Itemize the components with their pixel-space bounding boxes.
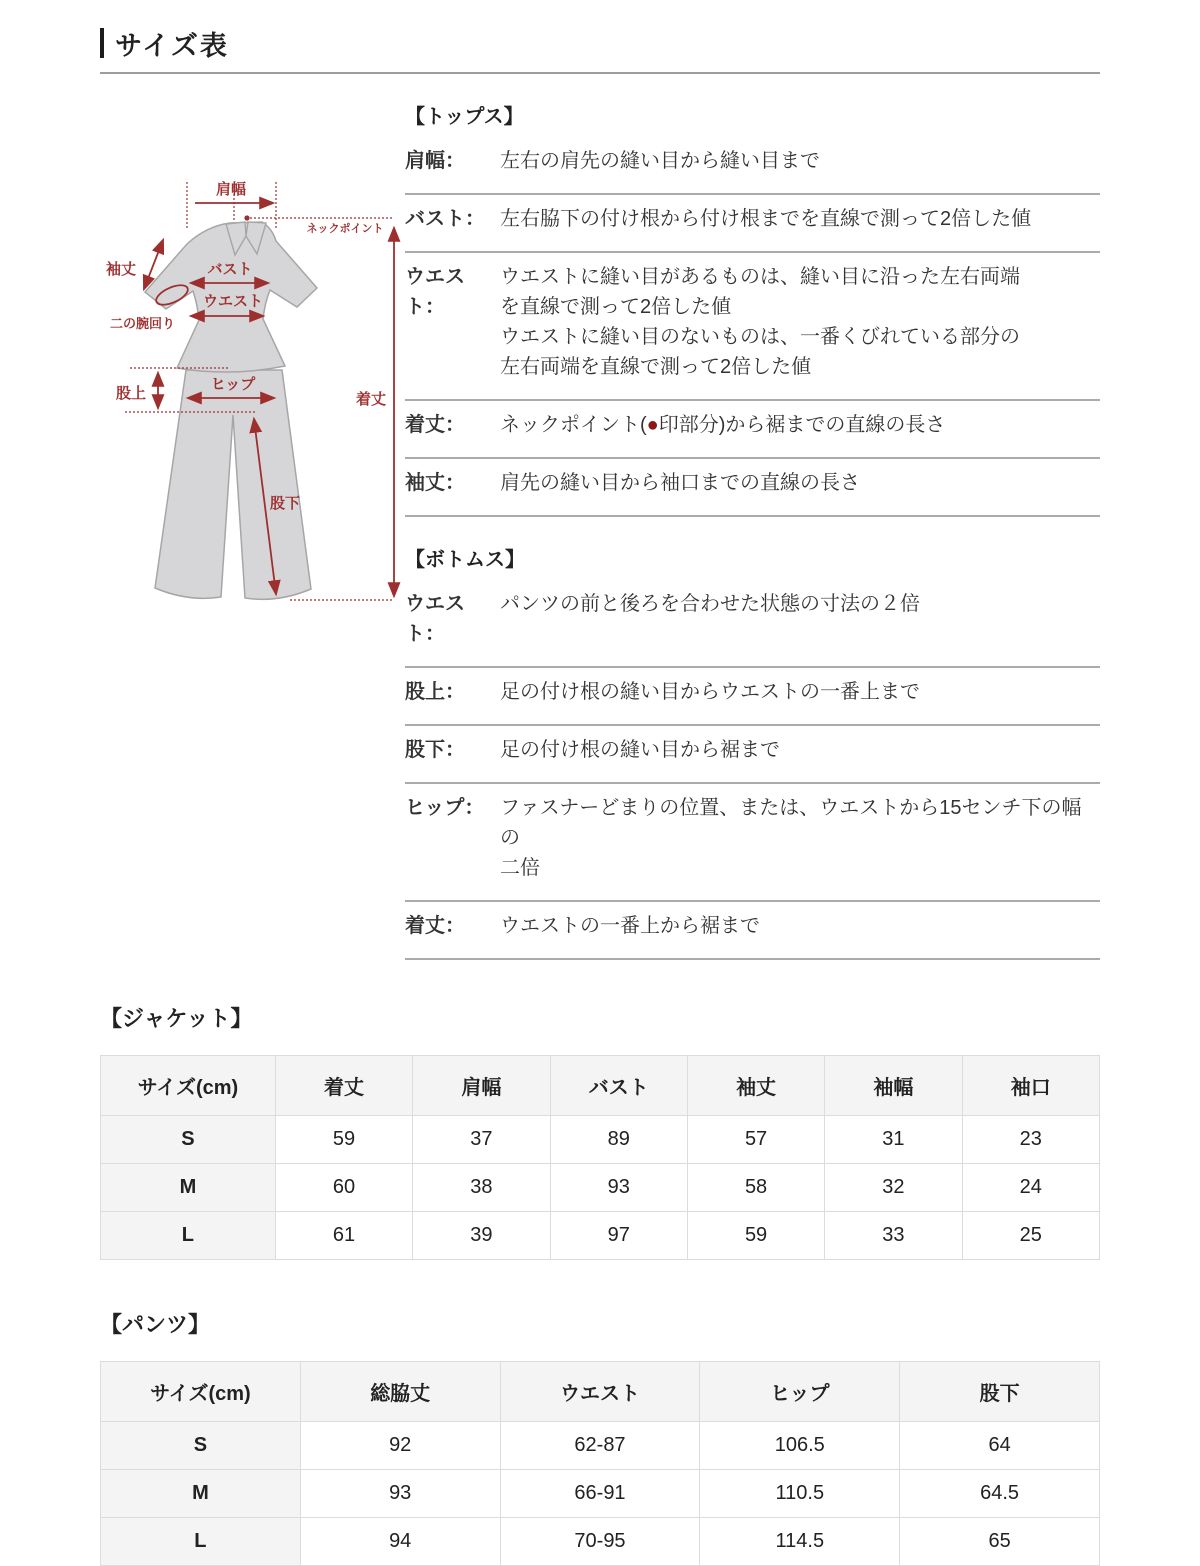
size-label: L	[101, 1212, 276, 1260]
diagram-label-upper-arm: 二の腕回り	[110, 316, 176, 331]
jacket-table-title: 【ジャケット】	[100, 1006, 253, 1031]
pants-shape	[155, 370, 311, 599]
table-cell: 60	[275, 1164, 412, 1212]
table-cell: 31	[825, 1116, 962, 1164]
def-term: ウエスト：	[405, 266, 465, 318]
definitions-column	[405, 100, 1100, 960]
diagram-column	[100, 100, 405, 960]
def-row-waist	[405, 253, 1100, 401]
table-cell: 23	[962, 1116, 1099, 1164]
def-row-inseam	[405, 726, 1100, 784]
table-header-row	[101, 1362, 1100, 1422]
table-cell: 32	[825, 1164, 962, 1212]
table-cell: 62-87	[500, 1422, 700, 1470]
def-term: 股上：	[405, 681, 465, 703]
column-header: サイズ(cm)	[101, 1362, 301, 1422]
bottoms-section-title: 【ボトムス】	[405, 549, 525, 571]
table-row	[101, 1470, 1100, 1518]
column-header: 股下	[900, 1362, 1100, 1422]
size-label: S	[101, 1116, 276, 1164]
def-desc: 足の付け根の縫い目からウエストの一番上まで	[500, 681, 920, 703]
table-row	[101, 1212, 1100, 1260]
column-header: 総脇丈	[300, 1362, 500, 1422]
def-row-hip	[405, 784, 1100, 902]
column-header: 着丈	[275, 1056, 412, 1116]
def-term: 股下：	[405, 739, 465, 761]
def-desc: ファスナーどまりの位置、または、ウエストから15センチ下の幅の 二倍	[500, 797, 1082, 879]
def-desc: パンツの前と後ろを合わせた状態の寸法の２倍	[500, 593, 920, 615]
size-label: M	[101, 1470, 301, 1518]
column-header: ウエスト	[500, 1362, 700, 1422]
table-row	[101, 1116, 1100, 1164]
table-header-row	[101, 1056, 1100, 1116]
table-cell: 39	[413, 1212, 550, 1260]
title-accent-bar	[100, 28, 104, 58]
tops-section-title: 【トップス】	[405, 106, 524, 128]
def-desc: ウエストの一番上から裾まで	[500, 915, 760, 937]
def-row-sleeve-length	[405, 459, 1100, 517]
table-cell: 38	[413, 1164, 550, 1212]
def-term: バスト：	[405, 208, 485, 230]
def-row-bust	[405, 195, 1100, 253]
page-header	[100, 26, 1100, 60]
table-cell: 59	[275, 1116, 412, 1164]
jacket-size-table	[100, 1055, 1100, 1260]
diagram-label-rise: 股上	[116, 385, 147, 402]
def-row-top-length	[405, 401, 1100, 459]
table-cell: 59	[687, 1212, 824, 1260]
def-desc: 足の付け根の縫い目から裾まで	[500, 739, 780, 761]
table-cell: 106.5	[700, 1422, 900, 1470]
def-row-rise	[405, 668, 1100, 726]
table-cell: 64	[900, 1422, 1100, 1470]
table-row	[101, 1164, 1100, 1212]
table-cell: 24	[962, 1164, 1099, 1212]
def-row-bottom-length	[405, 902, 1100, 960]
table-cell: 97	[550, 1212, 687, 1260]
table-cell: 92	[300, 1422, 500, 1470]
table-row	[101, 1518, 1100, 1566]
def-desc: 肩先の縫い目から袖口までの直線の長さ	[500, 472, 860, 494]
table-cell: 37	[413, 1116, 550, 1164]
diagram-label-sleeve-length: 袖丈	[106, 261, 137, 278]
def-desc: ネックポイント(●印部分)から裾までの直線の長さ	[500, 414, 946, 436]
def-term: 袖丈：	[405, 472, 465, 494]
table-cell: 110.5	[700, 1470, 900, 1518]
def-term: 着丈：	[405, 915, 465, 937]
table-cell: 65	[900, 1518, 1100, 1566]
measurement-guide	[100, 100, 1100, 960]
pants-size-table	[100, 1361, 1100, 1566]
column-header: ヒップ	[700, 1362, 900, 1422]
diagram-label-inseam: 股下	[270, 495, 301, 512]
neck-point-mark: ●	[646, 414, 659, 436]
title-divider	[100, 72, 1100, 74]
column-header: 袖丈	[687, 1056, 824, 1116]
tops-definitions	[405, 100, 1100, 517]
def-row-shoulder-width	[405, 137, 1100, 195]
size-label: L	[101, 1518, 301, 1566]
def-term: 肩幅：	[405, 150, 465, 172]
table-cell: 70-95	[500, 1518, 700, 1566]
table-cell: 93	[300, 1470, 500, 1518]
diagram-label-neck-point: ネックポイント	[306, 223, 384, 235]
table-cell: 64.5	[900, 1470, 1100, 1518]
neck-point-dot	[244, 215, 249, 220]
diagram-label-shoulder-width: 肩幅	[215, 181, 247, 198]
table-cell: 94	[300, 1518, 500, 1566]
diagram-label-hip: ヒップ	[210, 376, 256, 393]
def-term: ウエスト：	[405, 593, 465, 645]
bottoms-definitions	[405, 543, 1100, 960]
table-cell: 25	[962, 1212, 1099, 1260]
def-term: 着丈：	[405, 414, 465, 436]
column-header: 袖口	[962, 1056, 1099, 1116]
column-header: バスト	[550, 1056, 687, 1116]
table-cell: 66-91	[500, 1470, 700, 1518]
table-row	[101, 1422, 1100, 1470]
table-cell: 57	[687, 1116, 824, 1164]
def-row-waist-bottoms	[405, 580, 1100, 668]
column-header: サイズ(cm)	[101, 1056, 276, 1116]
size-label: M	[101, 1164, 276, 1212]
size-chart-page	[100, 0, 1100, 1566]
def-desc: 左右の肩先の縫い目から縫い目まで	[500, 150, 820, 172]
size-label: S	[101, 1422, 301, 1470]
diagram-label-waist: ウエスト	[202, 293, 264, 310]
diagram-label-bust: バスト	[207, 261, 253, 278]
def-desc: ウエストに縫い目があるものは、縫い目に沿った左右両端 を直線で測って2倍した値 ウエストに縫い目のないものは、一番くびれている部分の 左右両端を直線で測って2倍した値	[500, 266, 1020, 378]
column-header: 肩幅	[413, 1056, 550, 1116]
size-diagram	[100, 170, 410, 650]
table-cell: 114.5	[700, 1518, 900, 1566]
table-cell: 89	[550, 1116, 687, 1164]
diagram-label-length: 着丈	[355, 391, 386, 408]
table-cell: 61	[275, 1212, 412, 1260]
table-cell: 93	[550, 1164, 687, 1212]
pants-table-title: 【パンツ】	[100, 1312, 211, 1337]
table-cell: 33	[825, 1212, 962, 1260]
def-desc: 左右脇下の付け根から付け根までを直線で測って2倍した値	[500, 208, 1032, 230]
def-term: ヒップ：	[405, 797, 485, 819]
column-header: 袖幅	[825, 1056, 962, 1116]
table-cell: 58	[687, 1164, 824, 1212]
page-title: サイズ表	[115, 30, 229, 61]
